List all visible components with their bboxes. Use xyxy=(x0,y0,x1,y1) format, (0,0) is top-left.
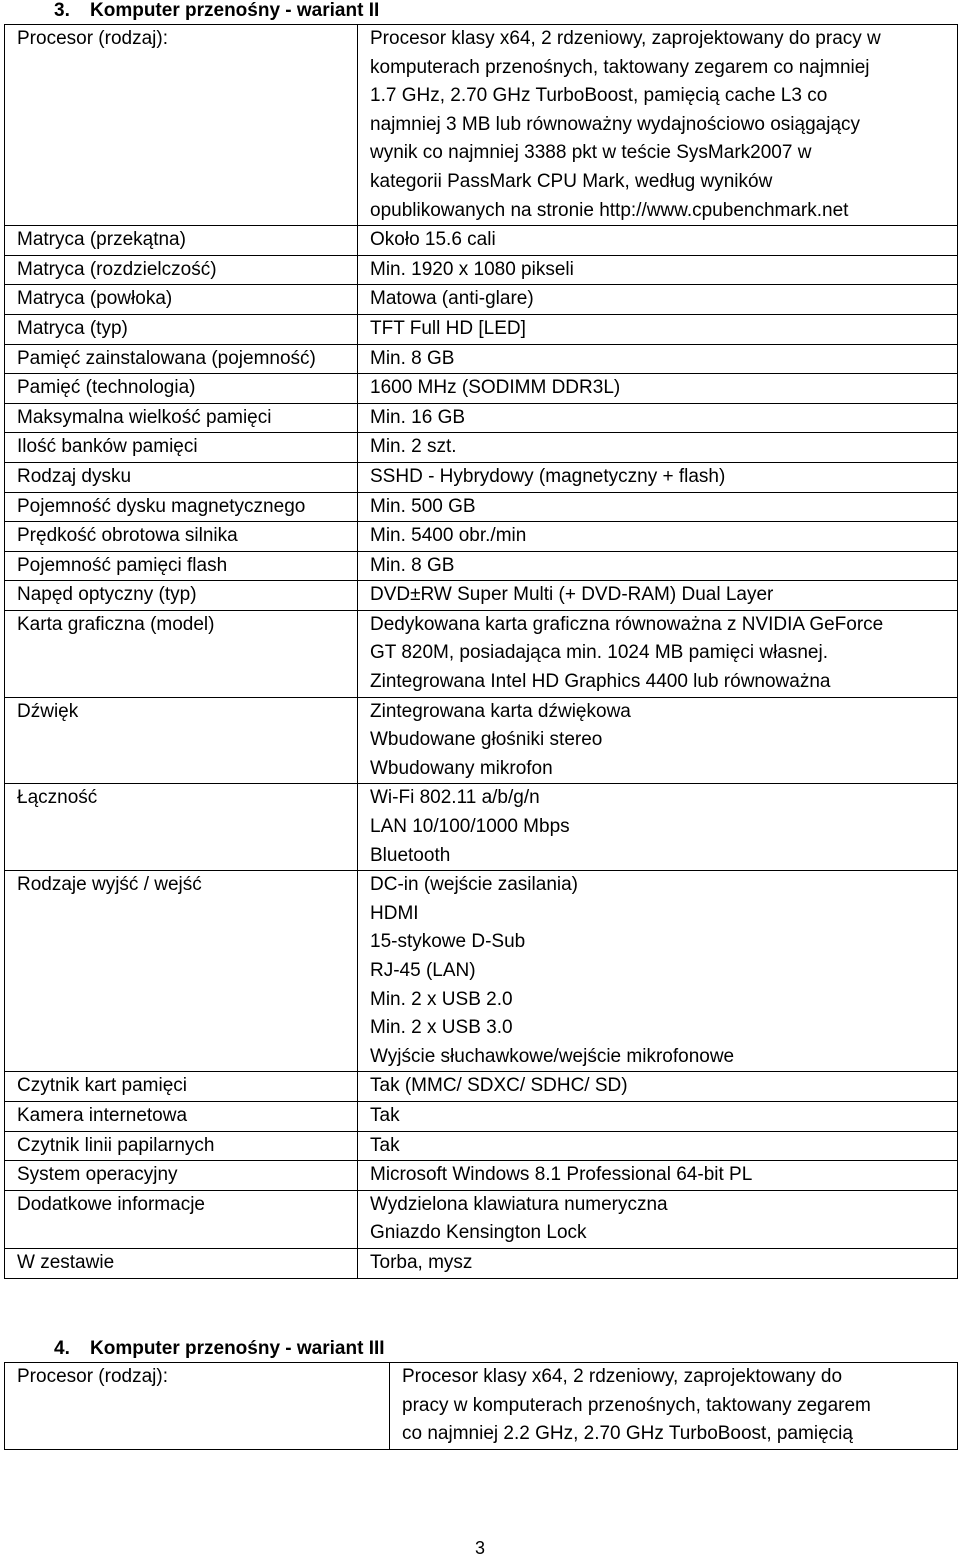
spec-label: Dodatkowe informacje xyxy=(5,1190,358,1248)
spec-value-line: Min. 2 szt. xyxy=(370,436,457,458)
spec-label: Procesor (rodzaj): xyxy=(5,1363,390,1450)
spec-value xyxy=(358,226,958,256)
table-row xyxy=(5,255,958,285)
table-row xyxy=(5,344,958,374)
spec-value xyxy=(358,1101,958,1131)
spec-value-line: Tak xyxy=(370,1104,400,1126)
spec-value-line: GT 820M, posiadająca min. 1024 MB pamięci własnej. xyxy=(370,642,828,664)
spec-value-line: najmniej 3 MB lub równoważny wydajnościowo osiągający xyxy=(370,113,861,135)
spec-value xyxy=(358,314,958,344)
spec-value xyxy=(358,374,958,404)
spec-value-line: Torba, mysz xyxy=(370,1251,473,1273)
table-row xyxy=(5,1101,958,1131)
spec-value-line: Min. 500 GB xyxy=(370,495,476,517)
spec-label: System operacyjny xyxy=(5,1161,358,1191)
spec-label: Procesor (rodzaj): xyxy=(5,25,358,226)
spec-value-line: Dedykowana karta graficzna równoważna z NVIDIA GeForce xyxy=(370,613,884,635)
spec-label: Maksymalna wielkość pamięci xyxy=(5,403,358,433)
spec-value-line: Bluetooth xyxy=(370,844,451,866)
table-row xyxy=(5,374,958,404)
spec-value xyxy=(358,1072,958,1102)
spec-value-line: Min. 1920 x 1080 pikseli xyxy=(370,258,574,280)
spec-value xyxy=(358,581,958,611)
table-row xyxy=(5,1363,958,1450)
table-row xyxy=(5,1190,958,1248)
table-row xyxy=(5,433,958,463)
spec-label: Ilość banków pamięci xyxy=(5,433,358,463)
spec-value-line: Zintegrowana karta dźwiękowa xyxy=(370,700,631,722)
page-number: 3 xyxy=(474,1538,485,1558)
spec-value-line: SSHD - Hybrydowy (magnetyczny + flash) xyxy=(370,465,726,487)
section-heading xyxy=(54,0,379,22)
spec-label: Rodzaj dysku xyxy=(5,462,358,492)
spec-value-line: Min. 2 x USB 3.0 xyxy=(370,1017,513,1039)
spec-value-line: Tak xyxy=(370,1134,400,1156)
table-row xyxy=(5,1131,958,1161)
spec-value-line: DVD±RW Super Multi (+ DVD-RAM) Dual Layer xyxy=(370,584,774,606)
spec-value-line: opublikowanych na stronie http://www.cpubenchmark.net xyxy=(370,199,849,221)
section-title: Komputer przenośny - wariant III xyxy=(90,1338,385,1359)
spec-value xyxy=(358,784,958,871)
spec-value xyxy=(358,344,958,374)
spec-value-line: DC-in (wejście zasilania) xyxy=(370,874,578,896)
spec-value xyxy=(358,610,958,697)
spec-value-line: Gniazdo Kensington Lock xyxy=(370,1222,587,1244)
spec-value xyxy=(358,1248,958,1278)
spec-value xyxy=(358,25,958,226)
spec-value-line: wynik co najmniej 3388 pkt w teście SysMark2007 w xyxy=(370,142,812,164)
spec-value xyxy=(358,551,958,581)
spec-value-line: co najmniej 2.2 GHz, 2.70 GHz TurboBoost, pamięcią xyxy=(402,1423,853,1445)
spec-value-line: Tak (MMC/ SDXC/ SDHC/ SD) xyxy=(370,1075,628,1097)
spec-value-line: HDMI xyxy=(370,902,419,924)
spec-value xyxy=(358,285,958,315)
spec-label: Matryca (powłoka) xyxy=(5,285,358,315)
spec-value xyxy=(358,697,958,784)
spec-value-line: RJ-45 (LAN) xyxy=(370,960,476,981)
spec-label: Czytnik kart pamięci xyxy=(5,1072,358,1102)
spec-value-line: 1.7 GHz, 2.70 GHz TurboBoost, pamięcią cache L3 co xyxy=(370,85,828,107)
spec-value-line: pracy w komputerach przenośnych, taktowany zegarem xyxy=(402,1394,871,1416)
table-row xyxy=(5,1161,958,1191)
table-row xyxy=(5,1072,958,1102)
spec-label: Napęd optyczny (typ) xyxy=(5,581,358,611)
spec-value-line: Min. 2 x USB 2.0 xyxy=(370,988,513,1010)
table-row xyxy=(5,285,958,315)
spec-value xyxy=(358,522,958,552)
spec-label: Matryca (typ) xyxy=(5,314,358,344)
spec-value-line: Wbudowany mikrofon xyxy=(370,757,553,779)
table-row xyxy=(5,784,958,871)
spec-value-line: Min. 5400 obr./min xyxy=(370,525,527,547)
spec-value-line: Zintegrowana Intel HD Graphics 4400 lub równoważna xyxy=(370,671,831,693)
spec-value-line: Procesor klasy x64, 2 rdzeniowy, zaprojektowany do pracy w xyxy=(370,28,881,49)
spec-value-line: kategorii PassMark CPU Mark, według wyników xyxy=(370,170,773,192)
table-row xyxy=(5,697,958,784)
spec-label: Pamięć (technologia) xyxy=(5,374,358,404)
table-row xyxy=(5,610,958,697)
spec-value xyxy=(358,255,958,285)
spec-value xyxy=(358,1131,958,1161)
spec-label: Prędkość obrotowa silnika xyxy=(5,522,358,552)
table-row xyxy=(5,462,958,492)
spec-label: Kamera internetowa xyxy=(5,1101,358,1131)
spec-value-line: Wbudowane głośniki stereo xyxy=(370,729,603,751)
spec-table xyxy=(4,24,958,1279)
spec-label: Czytnik linii papilarnych xyxy=(5,1131,358,1161)
table-row xyxy=(5,314,958,344)
spec-value-line: Min. 8 GB xyxy=(370,347,455,369)
spec-label: Rodzaje wyjść / wejść xyxy=(5,871,358,1072)
spec-label: W zestawie xyxy=(5,1248,358,1278)
spec-value-line: Matowa (anti-glare) xyxy=(370,288,534,310)
spec-value-line: 15-stykowe D-Sub xyxy=(370,931,526,953)
spec-label: Pamięć zainstalowana (pojemność) xyxy=(5,344,358,374)
spec-value-line: komputerach przenośnych, taktowany zegarem co najmniej xyxy=(370,56,870,78)
section-heading xyxy=(54,1338,385,1360)
spec-label: Karta graficzna (model) xyxy=(5,610,358,697)
spec-value xyxy=(358,403,958,433)
spec-value-line: Procesor klasy x64, 2 rdzeniowy, zaprojektowany do xyxy=(402,1366,843,1387)
spec-value-line: Wi-Fi 802.11 a/b/g/n xyxy=(370,787,540,809)
spec-value xyxy=(358,871,958,1072)
section-title: Komputer przenośny - wariant II xyxy=(90,0,380,21)
spec-label: Pojemność dysku magnetycznego xyxy=(5,492,358,522)
spec-value xyxy=(358,492,958,522)
spec-value-line: Min. 8 GB xyxy=(370,554,455,576)
spec-value xyxy=(358,462,958,492)
table-row xyxy=(5,403,958,433)
table-row xyxy=(5,1248,958,1278)
table-row xyxy=(5,871,958,1072)
spec-value-line: Wyjście słuchawkowe/wejście mikrofonowe xyxy=(370,1045,735,1067)
table-row xyxy=(5,522,958,552)
spec-value-line: Wydzielona klawiatura numeryczna xyxy=(370,1193,668,1215)
table-row xyxy=(5,581,958,611)
spec-label: Matryca (przekątna) xyxy=(5,226,358,256)
spec-label: Łączność xyxy=(5,784,358,871)
spec-value-line: 1600 MHz (SODIMM DDR3L) xyxy=(370,377,621,399)
spec-value xyxy=(358,433,958,463)
spec-value xyxy=(358,1161,958,1191)
spec-value xyxy=(390,1363,958,1450)
spec-value-line: Około 15.6 cali xyxy=(370,229,496,251)
table-row xyxy=(5,492,958,522)
spec-label: Dźwięk xyxy=(5,697,358,784)
spec-value-line: TFT Full HD [LED] xyxy=(370,317,526,339)
table-row xyxy=(5,226,958,256)
spec-label: Pojemność pamięci flash xyxy=(5,551,358,581)
table-row xyxy=(5,551,958,581)
spec-value-line: LAN 10/100/1000 Mbps xyxy=(370,816,570,838)
spec-label: Matryca (rozdzielczość) xyxy=(5,255,358,285)
section-number: 3. xyxy=(54,0,70,21)
spec-value-line: Microsoft Windows 8.1 Professional 64-bit PL xyxy=(370,1164,753,1186)
table-row xyxy=(5,25,958,226)
spec-table xyxy=(4,1362,958,1450)
spec-value-line: Min. 16 GB xyxy=(370,406,466,428)
section-number: 4. xyxy=(54,1338,70,1359)
spec-value xyxy=(358,1190,958,1248)
